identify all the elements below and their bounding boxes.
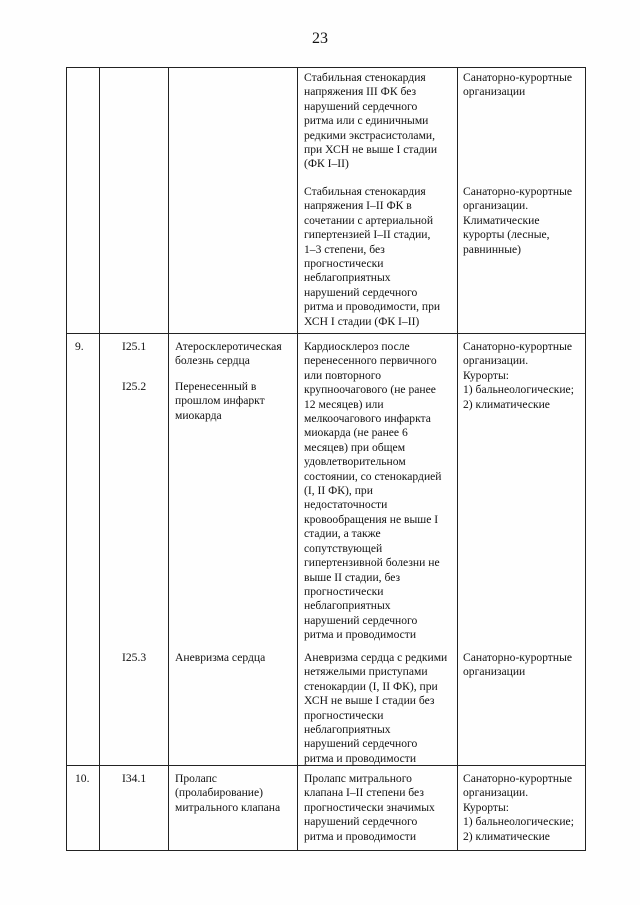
icd-code: I25.2 — [122, 380, 147, 393]
indication-cell: Пролапс митрального клапана I–II степени без прогностически значимых нарушений сердечного ритма и проводимости — [304, 772, 435, 843]
table-border-right — [585, 67, 586, 851]
row-number: 10. — [75, 772, 90, 785]
disease-name: Аневризма сердца — [175, 651, 266, 664]
resort-cell: Санаторно-курортные организации — [463, 651, 573, 679]
row-divider — [66, 333, 586, 334]
disease-name: Атеросклеротическая болезнь сердца — [175, 340, 282, 368]
icd-code: I25.1 — [122, 340, 147, 353]
page-number: 23 — [312, 30, 328, 47]
icd-code: I34.1 — [122, 772, 147, 785]
row-number: 9. — [75, 340, 84, 353]
resort-cell: Санаторно-курортные организации. Климатические курорты (лесные, равнинные) — [463, 185, 573, 256]
column-divider — [457, 67, 458, 851]
resort-cell: Санаторно-курортные организации. Курорты: 1) бальнеологические; 2) климатические — [463, 772, 574, 843]
disease-name: Перенесенный в прошлом инфаркт миокарда — [175, 380, 265, 422]
indication-cell: Стабильная стенокардия напряжения I–II ФК в сочетании с артериальной гипертензией I–II стадии, 1–3 степени, без прогностически неблагоприятных нарушений сердечного ритма и проводимости, при ХСН I стадии (ФК I–II) — [304, 185, 441, 328]
indication-cell: Стабильная стенокардия напряжения III ФК без нарушений сердечного ритма или с единичными редкими экстрасистолами, при ХСН не выше I стадии (ФК I–II) — [304, 71, 438, 171]
icd-code: I25.3 — [122, 651, 147, 664]
table-border-top — [66, 67, 586, 68]
indication-cell: Кардиосклероз после перенесенного первичного или повторного крупноочагового (не ранее 12 месяцев) или мелкоочагового инфаркта миокарда (не ранее 6 месяцев) при общем удовлетворительном состоянии, со стенокардией (I, II ФК), при недостаточности кровообращения не выше I стадии, а также сопутствующей гипертензивной болезни не выше II стадии, без прогностически неблагоприятных нарушений сердечного ритма и проводимости — [304, 340, 442, 642]
resort-cell: Санаторно-курортные организации. Курорты: 1) бальнеологические; 2) климатические — [463, 340, 574, 411]
column-divider — [99, 67, 100, 851]
resort-cell: Санаторно-курортные организации — [463, 71, 573, 99]
table-border-left — [66, 67, 67, 851]
table-border-bottom — [66, 850, 586, 851]
column-divider — [168, 67, 169, 851]
indication-cell: Аневризма сердца с редкими нетяжелыми приступами стенокардии (I, II ФК), при ХСН не выше I стадии без прогностически неблагоприятных нарушений сердечного ритма и проводимости — [304, 651, 448, 765]
disease-name: Пролапс (пролабирование) митрального клапана — [175, 772, 281, 814]
column-divider — [297, 67, 298, 851]
